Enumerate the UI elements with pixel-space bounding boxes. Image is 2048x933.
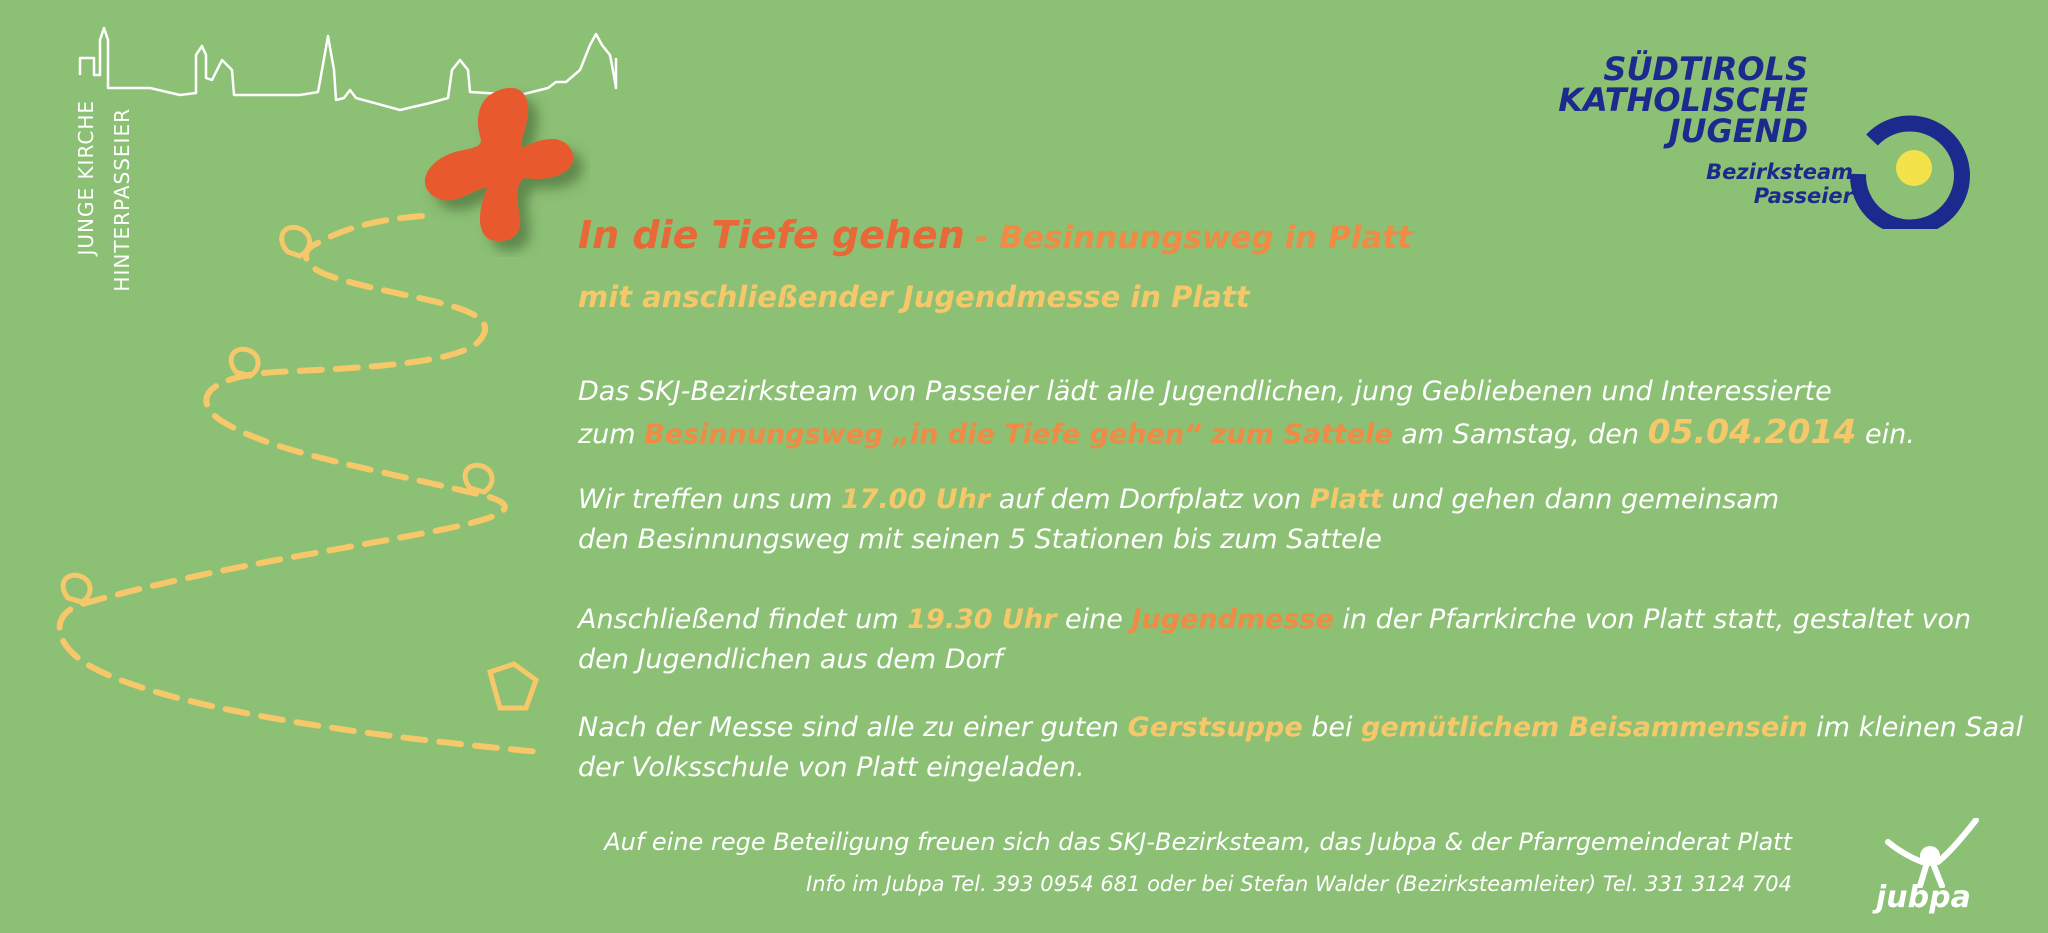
paragraph-after (578, 708, 2023, 788)
side-label-line2: HINTERPASSEIER (110, 108, 134, 292)
logo-line1: SÜDTIROLS (1603, 50, 1808, 88)
pentagon-icon (490, 664, 536, 708)
event-subtitle: mit anschließender Jugendmesse in Platt (578, 280, 1250, 314)
p2-line1: Wir treffen uns um 17.00 Uhr auf dem Dorfplatz von Platt und gehen dann gemeinsam (578, 484, 1780, 515)
p3-line1: Anschließend findet um 19.30 Uhr eine Jugendmesse in der Pfarrkirche von Platt statt, gestaltet von (578, 604, 1972, 635)
skj-logo (1558, 50, 1978, 234)
p4-line1: Nach der Messe sind alle zu einer guten Gerstsuppe bei gemütlichem Beisammensein im kleinen Saal (578, 712, 2024, 743)
logo-team (1706, 160, 1853, 208)
highlight-gathering: gemütlichem Beisammensein (1361, 712, 1808, 743)
jubpa-figure-icon (1870, 818, 1990, 888)
highlight-date: 05.04.2014 (1647, 412, 1857, 451)
footer-info: Info im Jubpa Tel. 393 0954 681 oder bei Stefan Walder (Bezirksteamleiter) Tel. 331 3124 704 (806, 872, 1792, 896)
leaf-icon (465, 465, 492, 492)
winding-path (40, 200, 560, 770)
p3-line2: den Jugendlichen aus dem Dorf (578, 644, 1003, 675)
p2-line2: den Besinnungsweg mit seinen 5 Stationen bis zum Sattele (578, 524, 1382, 555)
logo-line2: KATHOLISCHE (1558, 81, 1808, 119)
p4-line2: der Volksschule von Platt eingeladen. (578, 752, 1085, 783)
jubpa-wordmark: jubpa (1876, 880, 1971, 915)
circle-emblem-icon (1848, 104, 1978, 229)
leaf-icon (63, 575, 90, 602)
highlight-time1: 17.00 Uhr (840, 484, 991, 515)
logo-team2: Passeier (1753, 184, 1853, 208)
side-label-line1: JUNGE KIRCHE (74, 100, 98, 256)
paragraph-invitation (578, 372, 1915, 455)
title-main: In die Tiefe gehen (578, 213, 965, 257)
p1-line1: Das SKJ-Bezirksteam von Passeier lädt alle Jugendlichen, jung Gebliebenen und Interessierte (578, 376, 1832, 407)
title-sub: - Besinnungsweg in Platt (964, 220, 1412, 256)
paragraph-meeting (578, 480, 1779, 560)
jubpa-logo (1870, 818, 1990, 918)
leaf-icon (282, 227, 310, 256)
logo-line3: JUGEND (1668, 112, 1808, 150)
leaf-icon (231, 349, 258, 376)
highlight-place: Platt (1309, 484, 1383, 515)
paragraph-mass (578, 600, 1971, 680)
highlight-walk: Besinnungsweg „in die Tiefe gehen“ zum Sattele (644, 419, 1393, 450)
logo-team1: Bezirksteam (1706, 160, 1853, 184)
event-title (578, 213, 1412, 257)
p1-line2: zum Besinnungsweg „in die Tiefe gehen“ zum Sattele am Samstag, den 05.04.2014 ein. (578, 412, 1915, 451)
highlight-time2: 19.30 Uhr (907, 604, 1057, 635)
highlight-jugendmesse: Jugendmesse (1131, 604, 1334, 635)
footer-thanks: Auf eine rege Beteiligung freuen sich das SKJ-Bezirksteam, das Jubpa & der Pfarrgemeinderat Platt (604, 828, 1792, 856)
highlight-soup: Gerstsuppe (1127, 712, 1303, 743)
logo-text (1558, 50, 1808, 150)
